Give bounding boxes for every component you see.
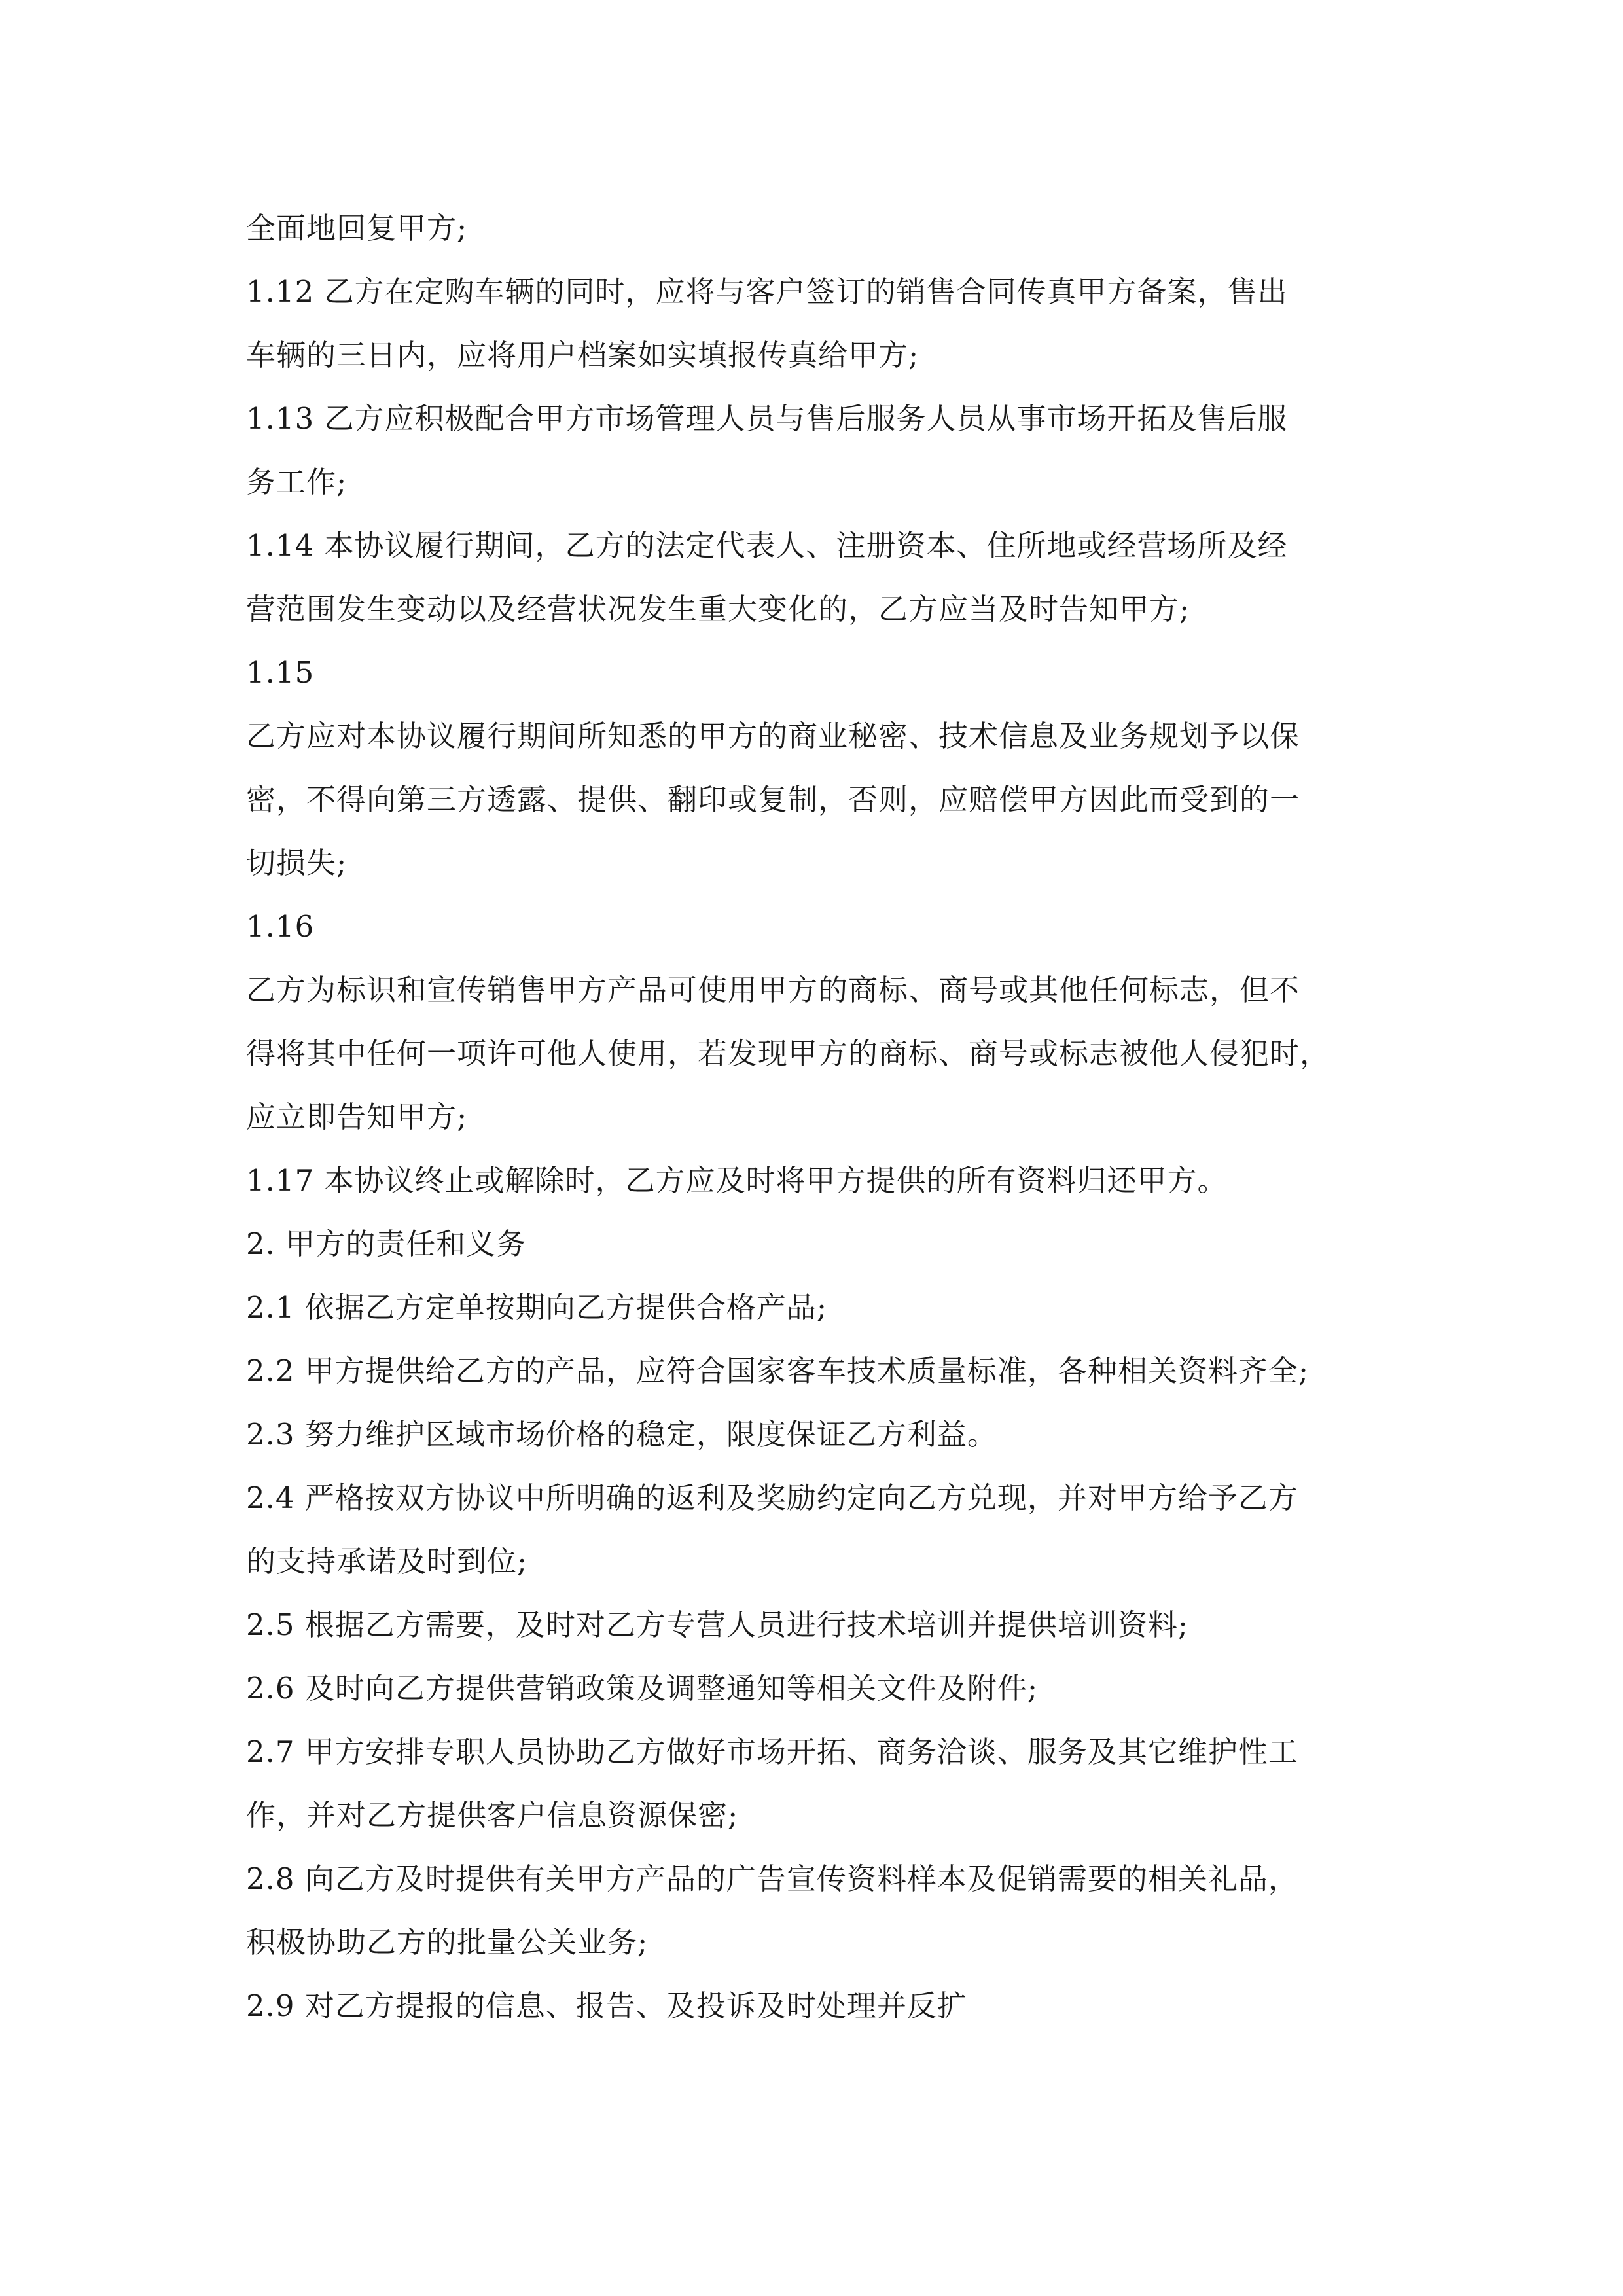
text-line: 2.9 对乙方提报的信息、报告、及投诉及时处理并反扩: [246, 1988, 967, 2023]
text-line: 1.16: [246, 909, 315, 944]
text-line: 密，不得向第三方透露、提供、翻印或复制，否则，应赔偿甲方因此而受到的一: [246, 782, 1300, 817]
text-line: 1.17 本协议终止或解除时，乙方应及时将甲方提供的所有资料归还甲方。: [246, 1163, 1228, 1198]
text-line: 2.6 及时向乙方提供营销政策及调整通知等相关文件及附件;: [246, 1671, 1039, 1706]
text-line: 营范围发生变动以及经营状况发生重大变化的，乙方应当及时告知甲方;: [246, 592, 1190, 626]
text-line: 2.4 严格按双方协议中所明确的返利及奖励约定向乙方兑现，并对甲方给予乙方: [246, 1480, 1298, 1515]
text-line: 全面地回复甲方;: [246, 211, 468, 245]
text-line: 作，并对乙方提供客户信息资源保密;: [246, 1798, 739, 1833]
document-body: [246, 196, 1385, 2037]
text-line: 的支持承诺及时到位;: [246, 1544, 528, 1579]
text-line: 应立即告知甲方;: [246, 1100, 468, 1134]
text-line: 1.13 乙方应积极配合甲方市场管理人员与售后服务人员从事市场开拓及售后服: [246, 401, 1288, 436]
text-line: 2.2 甲方提供给乙方的产品，应符合国家客车技术质量标准，各种相关资料齐全;: [246, 1354, 1310, 1388]
text-line: 乙方为标识和宣传销售甲方产品可使用甲方的商标、商号或其他任何标志，但不: [246, 973, 1300, 1007]
text-line: 1.14 本协议履行期间，乙方的法定代表人、注册资本、住所地或经营场所及经: [246, 528, 1288, 563]
text-line: 1.15: [246, 655, 315, 690]
text-line: 2.3 努力维护区域市场价格的稳定，限度保证乙方利益。: [246, 1417, 997, 1452]
text-line: 得将其中任何一项许可他人使用，若发现甲方的商标、商号或标志被他人侵犯时，: [246, 1036, 1330, 1071]
text-line: 切损失;: [246, 846, 348, 880]
text-line: 积极协助乙方的批量公关业务;: [246, 1925, 649, 1960]
text-line: 乙方应对本协议履行期间所知悉的甲方的商业秘密、技术信息及业务规划予以保: [246, 719, 1300, 753]
text-line: 1.12 乙方在定购车辆的同时，应将与客户签订的销售合同传真甲方备案，售出: [246, 274, 1288, 309]
text-line: 务工作;: [246, 465, 348, 499]
text-line: 2.1 依据乙方定单按期向乙方提供合格产品;: [246, 1290, 828, 1325]
text-line: 2.8 向乙方及时提供有关甲方产品的广告宣传资料样本及促销需要的相关礼品，: [246, 1861, 1298, 1896]
text-line: 2.5 根据乙方需要，及时对乙方专营人员进行技术培训并提供培训资料;: [246, 1607, 1189, 1642]
text-line: 车辆的三日内，应将用户档案如实填报传真给甲方;: [246, 338, 919, 372]
section-heading: 2. 甲方的责任和义务: [246, 1227, 527, 1261]
text-line: 2.7 甲方安排专职人员协助乙方做好市场开拓、商务洽谈、服务及其它维护性工: [246, 1734, 1298, 1769]
